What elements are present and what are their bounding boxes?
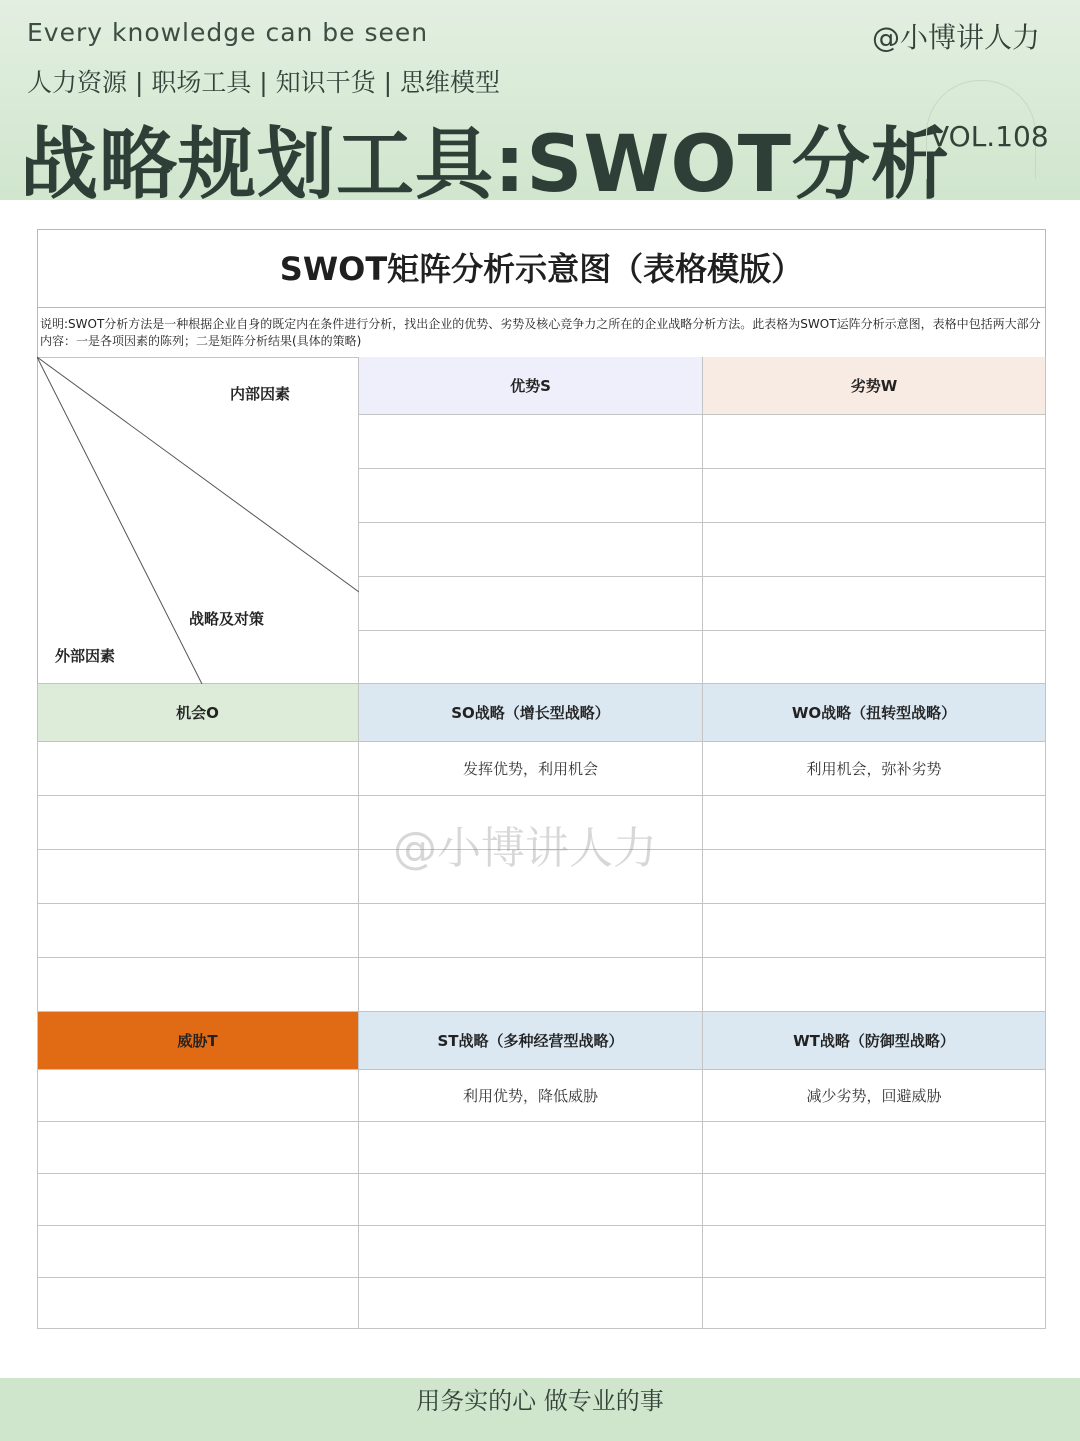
sheet-title: SWOT矩阵分析示意图（表格模版） bbox=[38, 230, 1045, 308]
wt-strategy-header: WT战略（防御型战略） bbox=[703, 1012, 1046, 1070]
threat-row bbox=[37, 1278, 359, 1329]
wo-strategy-desc: 利用机会，弥补劣势 bbox=[703, 742, 1046, 796]
st-strategy-header: ST战略（多种经营型战略） bbox=[359, 1012, 703, 1070]
threat-row bbox=[37, 1070, 359, 1122]
opportunity-row bbox=[37, 958, 359, 1012]
opportunity-row bbox=[37, 850, 359, 904]
opportunity-row bbox=[37, 742, 359, 796]
grid-left-border bbox=[37, 684, 38, 1329]
weakness-row bbox=[703, 631, 1046, 684]
st-row bbox=[359, 1174, 703, 1226]
tagline: Every knowledge can be seen bbox=[27, 18, 429, 47]
weakness-row bbox=[703, 469, 1046, 523]
wt-row bbox=[703, 1122, 1046, 1174]
so-strategy-desc: 发挥优势，利用机会 bbox=[359, 742, 703, 796]
header-banner bbox=[0, 0, 1080, 210]
threat-row bbox=[37, 1122, 359, 1174]
volume-number: VOL.108 bbox=[930, 120, 1049, 153]
watermark: @小博讲人力 bbox=[393, 823, 657, 874]
internal-factors-label: 内部因素 bbox=[230, 385, 291, 403]
weakness-row bbox=[703, 523, 1046, 577]
opportunity-row bbox=[37, 904, 359, 958]
page-title: 战略规划工具:SWOT分析 bbox=[20, 120, 950, 210]
wo-strategy-header: WO战略（扭转型战略） bbox=[703, 684, 1046, 742]
wt-strategy-desc: 减少劣势，回避威胁 bbox=[703, 1070, 1046, 1122]
wo-row bbox=[703, 796, 1046, 850]
footer-slogan: 用务实的心 做专业的事 bbox=[416, 1387, 664, 1415]
so-row bbox=[359, 958, 703, 1012]
opportunities-header: 机会O bbox=[37, 684, 359, 742]
so-strategy-header: SO战略（增长型战略） bbox=[359, 684, 703, 742]
weaknesses-header: 劣势W bbox=[703, 357, 1046, 415]
threat-row bbox=[37, 1174, 359, 1226]
wt-row bbox=[703, 1278, 1046, 1329]
wo-row bbox=[703, 958, 1046, 1012]
diagonal-lines bbox=[37, 357, 359, 684]
wt-row bbox=[703, 1174, 1046, 1226]
st-row bbox=[359, 1122, 703, 1174]
strength-row bbox=[359, 415, 703, 469]
st-row bbox=[359, 1226, 703, 1278]
author-handle: @小博讲人力 bbox=[871, 21, 1040, 54]
strength-row bbox=[359, 631, 703, 684]
st-row bbox=[359, 1278, 703, 1329]
strength-row bbox=[359, 469, 703, 523]
opportunity-row bbox=[37, 796, 359, 850]
threats-header: 威胁T bbox=[37, 1012, 359, 1070]
footer-banner bbox=[0, 1378, 1080, 1441]
wo-row bbox=[703, 850, 1046, 904]
st-strategy-desc: 利用优势，降低威胁 bbox=[359, 1070, 703, 1122]
wt-row bbox=[703, 1226, 1046, 1278]
weakness-row bbox=[703, 577, 1046, 631]
strategy-label: 战略及对策 bbox=[189, 610, 265, 628]
weakness-row bbox=[703, 415, 1046, 469]
strength-row bbox=[359, 523, 703, 577]
strengths-header: 优势S bbox=[359, 357, 703, 415]
so-row bbox=[359, 904, 703, 958]
wo-row bbox=[703, 904, 1046, 958]
sheet-description: 说明:SWOT分析方法是一种根据企业自身的既定内在条件进行分析，找出企业的优势、劣势及核心竞争力之所在的企业战略分析方法。此表格为SWOT运阵分析示意图，表格中包括两大部分内容：一是各项因素的陈列；二是矩阵分析结果(具体的策略) bbox=[40, 317, 1041, 348]
threat-row bbox=[37, 1226, 359, 1278]
category-list: 人力资源 | 职场工具 | 知识干货 | 思维模型 bbox=[27, 68, 500, 97]
external-factors-label: 外部因素 bbox=[55, 647, 116, 665]
corner-cell bbox=[37, 357, 359, 684]
strength-row bbox=[359, 577, 703, 631]
